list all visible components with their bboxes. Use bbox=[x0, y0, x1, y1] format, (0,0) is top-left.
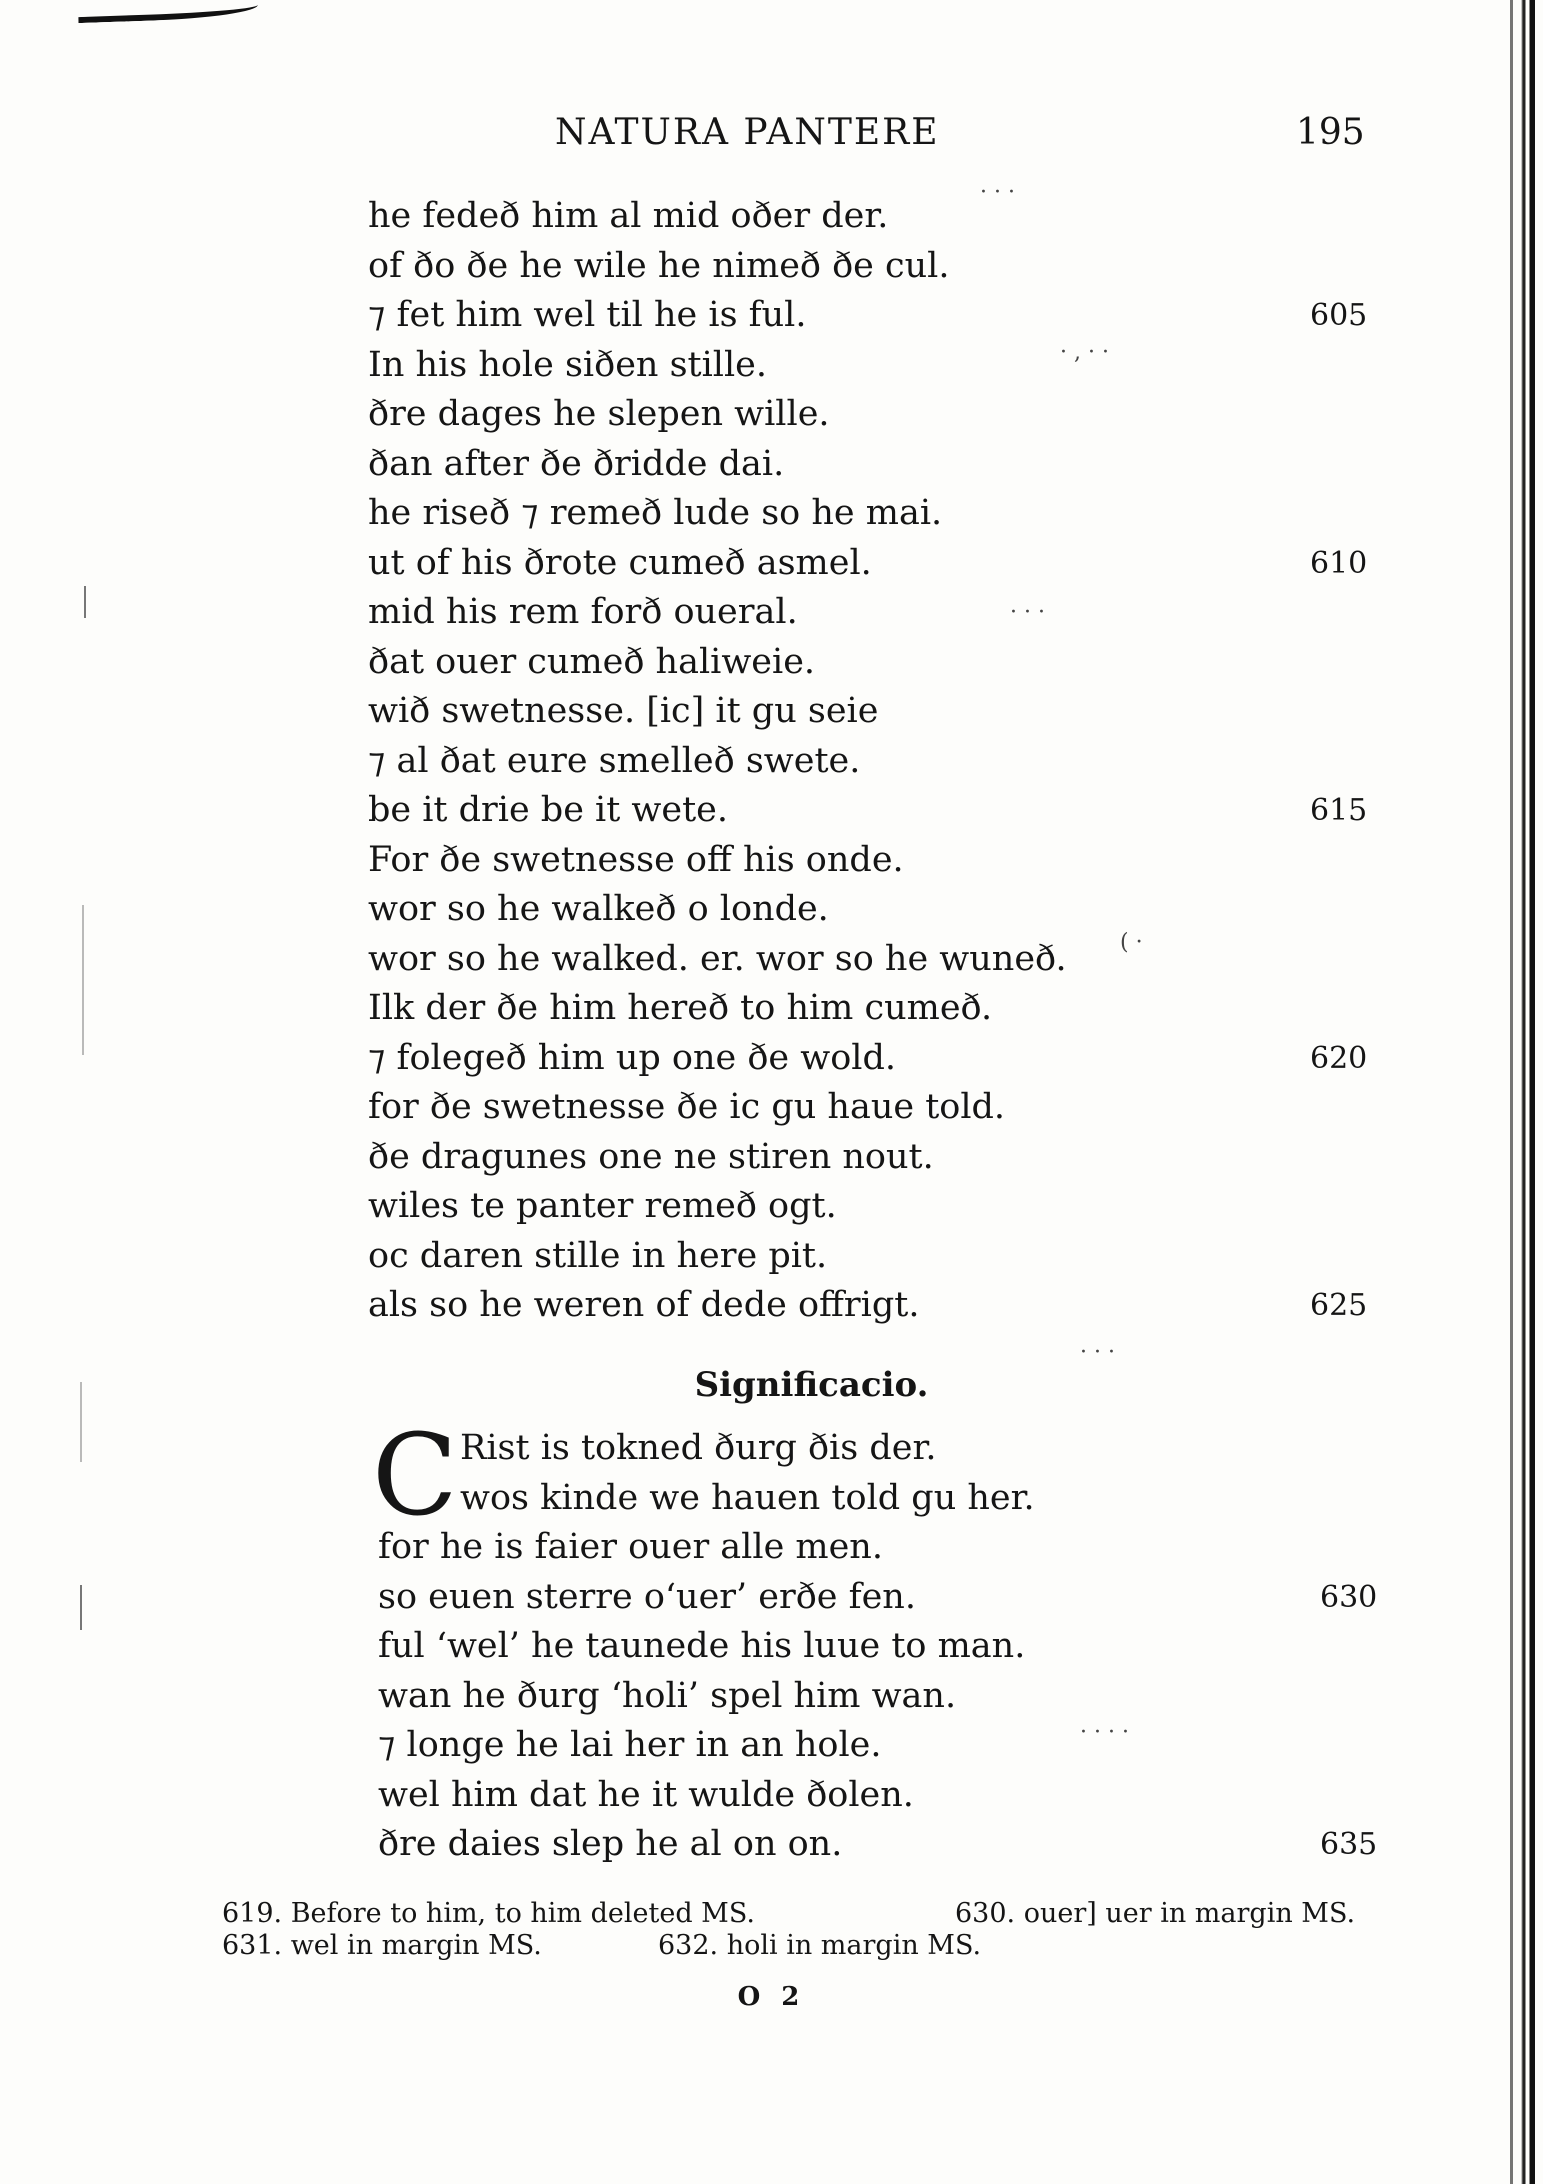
scan-speck: ( · bbox=[1120, 930, 1143, 955]
footnote-619: 619. Before to him, to him deleted MS. bbox=[222, 1898, 755, 1929]
verse-line bbox=[368, 935, 1368, 985]
verse-text: wor so he walked. er. wor so he wuneð. bbox=[368, 938, 1067, 979]
margin-tick bbox=[80, 1585, 82, 1630]
verse-text: ⁊ folegeð him up one ðe wold. bbox=[368, 1037, 897, 1078]
verse-line bbox=[368, 885, 1368, 935]
verse-text: he fedeð him al mid oðer der. bbox=[368, 196, 889, 236]
verse-text: oc daren stille in here pit. bbox=[368, 1235, 828, 1276]
line-number: 635 bbox=[1320, 1827, 1378, 1862]
footnote-632: 632. holi in margin MS. bbox=[658, 1930, 982, 1961]
verse-text: wiles te panter remeð ogt. bbox=[368, 1186, 837, 1226]
margin-tick bbox=[84, 586, 86, 618]
margin-tick bbox=[82, 905, 84, 1055]
drop-cap: C bbox=[372, 1411, 458, 1541]
verse-text: so euen sterre o‘uer’ erðe fen. bbox=[378, 1576, 916, 1617]
verse-text: als so he weren of dede offrigt. bbox=[368, 1285, 920, 1325]
footnote-630: 630. ouer] uer in margin MS. bbox=[955, 1898, 1356, 1929]
line-number: 630 bbox=[1320, 1579, 1378, 1615]
footnote-631: 631. wel in margin MS. bbox=[222, 1930, 542, 1961]
verse-text: ⁊ al ðat eure smelleð swete. bbox=[368, 740, 861, 781]
verse-block-2 bbox=[372, 1411, 1378, 1870]
margin-tick bbox=[80, 1382, 82, 1462]
verse-line bbox=[368, 291, 1368, 341]
verse-text: ðre dages he slepen wille. bbox=[368, 394, 830, 434]
page-number: 195 bbox=[1296, 112, 1365, 153]
scan-speck: · · · bbox=[1080, 1340, 1115, 1365]
significacio-line bbox=[378, 1672, 1378, 1722]
significacio-line bbox=[378, 1424, 1378, 1474]
verse-line bbox=[368, 242, 1368, 292]
line-number: 605 bbox=[1310, 298, 1368, 333]
verse-text: wel him dat he it wulde ðolen. bbox=[378, 1774, 914, 1815]
footnotes bbox=[222, 1898, 1382, 1962]
section-heading: Significacio. bbox=[694, 1365, 929, 1405]
verse-line bbox=[368, 390, 1368, 440]
verse-line bbox=[368, 1034, 1368, 1084]
scan-binding-shadow bbox=[1510, 0, 1513, 2184]
line-number: 620 bbox=[1310, 1040, 1368, 1076]
significacio-line bbox=[378, 1721, 1378, 1771]
verse-text: For ðe swetnesse off his onde. bbox=[368, 839, 904, 880]
verse-line bbox=[368, 1182, 1368, 1232]
verse-text: for he is faier ouer alle men. bbox=[378, 1527, 883, 1567]
verse-line bbox=[368, 539, 1368, 589]
verse-line bbox=[368, 489, 1368, 539]
verse-text: ðan after ðe ðridde dai. bbox=[368, 443, 785, 484]
verse-text: ⁊ longe he lai her in an hole. bbox=[378, 1725, 882, 1765]
verse-text: Rist is tokned ðurg ðis der. bbox=[460, 1428, 937, 1468]
verse-text: ⁊ fet him wel til he is ful. bbox=[368, 295, 807, 335]
verse-line bbox=[368, 1083, 1368, 1133]
line-number: 625 bbox=[1310, 1288, 1368, 1323]
verse-line bbox=[368, 1281, 1368, 1331]
verse-line bbox=[368, 786, 1368, 836]
verse-text: mid his rem forð oueral. bbox=[368, 592, 798, 632]
verse-line bbox=[368, 1232, 1368, 1282]
verse-text: wan he ðurg ‘holi’ spel him wan. bbox=[378, 1675, 957, 1716]
significacio-line bbox=[378, 1474, 1378, 1524]
verse-line bbox=[368, 440, 1368, 490]
verse-line bbox=[368, 836, 1368, 886]
verse-text: wið swetnesse. [ic] it gu seie bbox=[368, 691, 879, 731]
verse-line bbox=[368, 687, 1368, 737]
signature-mark: O 2 bbox=[737, 1982, 806, 2012]
verse-text: he riseð ⁊ remeð lude so he mai. bbox=[368, 493, 943, 533]
line-number: 610 bbox=[1310, 545, 1368, 581]
verse-line bbox=[368, 984, 1368, 1034]
scan-speck: · , · · bbox=[1060, 340, 1109, 365]
verse-line bbox=[368, 737, 1368, 787]
verse-text: for ðe swetnesse ðe ic gu haue told. bbox=[368, 1087, 1006, 1127]
verse-text: In his hole siðen stille. bbox=[368, 344, 768, 385]
verse-line bbox=[368, 588, 1368, 638]
verse-text: ðe dragunes one ne stiren nout. bbox=[368, 1136, 934, 1177]
scan-speck: · · · bbox=[1010, 600, 1045, 625]
verse-text: wos kinde we hauen told gu her. bbox=[460, 1477, 1035, 1518]
running-title: NATURA PANTERE bbox=[555, 112, 940, 153]
significacio-line bbox=[378, 1573, 1378, 1623]
line-number: 615 bbox=[1310, 793, 1368, 828]
verse-text: ful ‘wel’ he taunede his luue to man. bbox=[378, 1626, 1026, 1666]
verse-text: of ðo ðe he wile he nimeð ðe cul. bbox=[368, 245, 950, 286]
verse-text: be it drie be it wete. bbox=[368, 790, 728, 830]
verse-text: ðre daies slep he al on on. bbox=[378, 1824, 843, 1864]
scan-speck: · · · bbox=[980, 180, 1015, 205]
verse-text: Ilk der ðe him hereð to him cumeð. bbox=[368, 988, 993, 1028]
verse-line bbox=[368, 638, 1368, 688]
scan-corner-mark bbox=[78, 0, 259, 23]
scan-speck: · · · · bbox=[1080, 1720, 1129, 1745]
verse-text: wor so he walkeð o londe. bbox=[368, 889, 829, 929]
verse-text: ðat ouer cumeð haliweie. bbox=[368, 641, 816, 682]
verse-text: ut of his ðrote cumeð asmel. bbox=[368, 542, 872, 583]
significacio-line bbox=[378, 1820, 1378, 1870]
verse-line bbox=[368, 192, 1368, 242]
verse-line bbox=[368, 1133, 1368, 1183]
significacio-line bbox=[378, 1523, 1378, 1573]
significacio-line bbox=[378, 1622, 1378, 1672]
verse-block-1 bbox=[368, 192, 1368, 1331]
scan-binding-edge bbox=[1521, 0, 1535, 2184]
significacio-line bbox=[378, 1771, 1378, 1821]
verse-line bbox=[368, 341, 1368, 391]
